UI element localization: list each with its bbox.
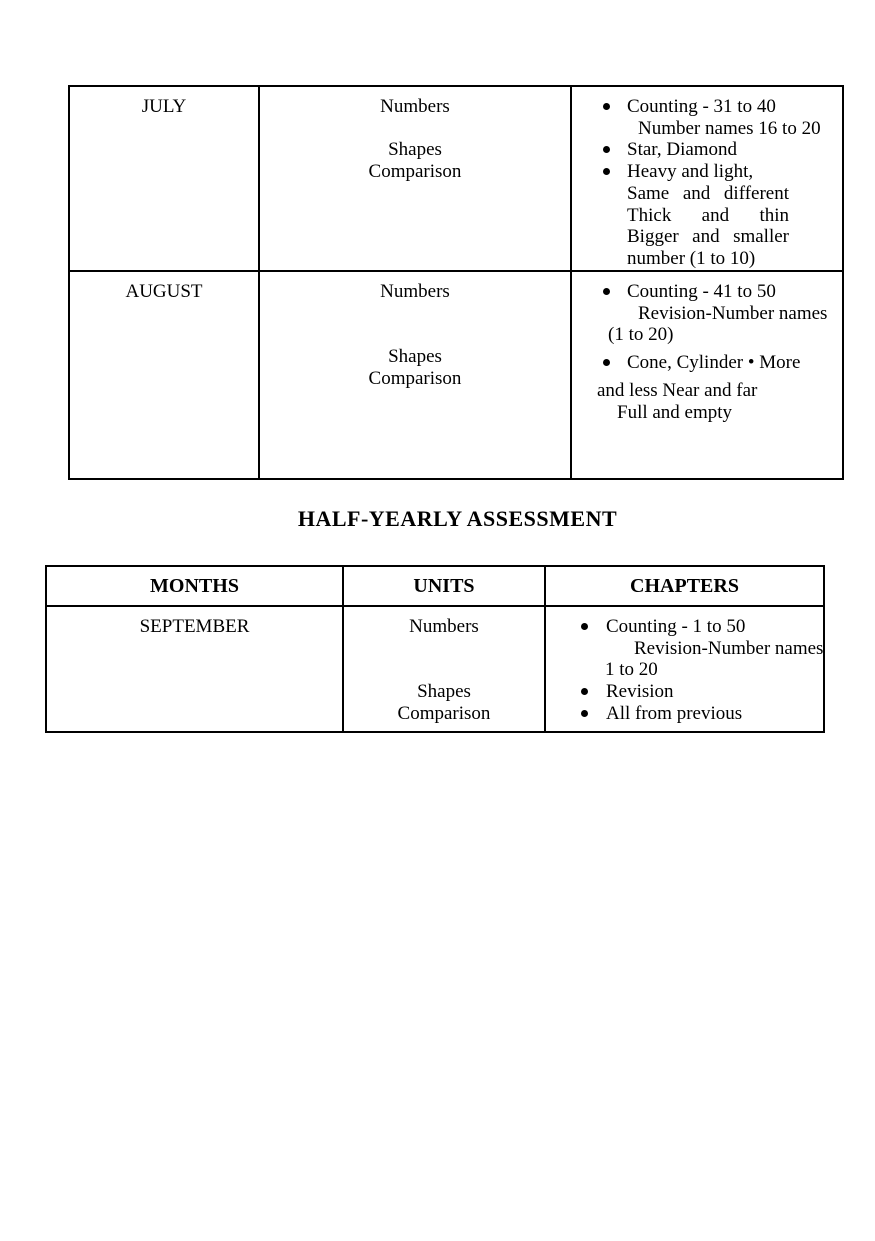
chapter-line bbox=[546, 681, 823, 703]
chapter-line bbox=[572, 402, 842, 424]
chapter-line bbox=[572, 161, 842, 183]
bullet-icon bbox=[581, 710, 588, 717]
chapter-line bbox=[572, 281, 842, 303]
bullet-icon bbox=[603, 168, 610, 175]
unit-spacer bbox=[344, 638, 544, 660]
chapter-line bbox=[572, 118, 842, 140]
september-units-cell bbox=[342, 605, 544, 731]
chapter-line-text: Full and empty bbox=[617, 401, 733, 423]
chapter-line-text: Star, Diamond bbox=[627, 139, 738, 161]
chapter-line bbox=[572, 248, 842, 270]
chapter-line-text: Revision bbox=[606, 681, 674, 703]
bullet-icon bbox=[581, 688, 588, 695]
chapter-line-text: Revision-Number names bbox=[638, 302, 828, 324]
chapter-line-text: number (1 to 10) bbox=[627, 247, 756, 269]
chapter-line bbox=[546, 638, 823, 660]
unit-label: Numbers bbox=[409, 616, 479, 637]
july-month-cell bbox=[70, 87, 258, 270]
chapter-line-text: Same and different bbox=[627, 182, 789, 204]
unit-label: Shapes bbox=[388, 139, 442, 161]
chapter-line-text: 1 to 20 bbox=[605, 659, 658, 681]
unit-label: Shapes bbox=[417, 681, 471, 703]
bullet-icon bbox=[603, 288, 610, 295]
unit-spacer bbox=[260, 324, 570, 346]
chapter-line-text: Cone, Cylinder • More bbox=[627, 352, 801, 374]
july-chapters-cell bbox=[570, 87, 842, 270]
september-chapters-cell bbox=[544, 605, 823, 731]
unit-label: Numbers bbox=[380, 281, 450, 302]
chapter-line bbox=[572, 226, 789, 248]
chapter-line-text: (1 to 20) bbox=[608, 324, 674, 346]
chapter-line bbox=[572, 205, 789, 227]
bullet-icon bbox=[603, 359, 610, 366]
month-label: AUGUST bbox=[125, 281, 203, 302]
chapter-line bbox=[546, 703, 823, 725]
chapter-line bbox=[572, 324, 842, 346]
chapter-line bbox=[572, 380, 842, 402]
chapter-line-text: Counting - 31 to 40 bbox=[627, 96, 776, 117]
column-header-months: MONTHS bbox=[150, 575, 239, 597]
chapter-line bbox=[572, 352, 842, 374]
chapter-line bbox=[572, 96, 842, 118]
month-label: SEPTEMBER bbox=[139, 616, 250, 637]
chapter-line-text: Counting - 1 to 50 bbox=[606, 616, 746, 637]
july-units-cell bbox=[258, 87, 570, 270]
unit-spacer bbox=[260, 118, 570, 140]
chapter-line bbox=[572, 139, 842, 161]
unit-label: Comparison bbox=[368, 367, 462, 389]
chapter-line-text: and less Near and far bbox=[597, 379, 758, 401]
chapter-line-text: Counting - 41 to 50 bbox=[627, 281, 776, 302]
bullet-icon bbox=[603, 146, 610, 153]
unit-spacer bbox=[344, 659, 544, 681]
unit-label: Comparison bbox=[368, 161, 462, 183]
unit-label: Numbers bbox=[380, 96, 450, 117]
chapter-line-text: Number names 16 to 20 bbox=[638, 117, 821, 139]
chapter-line bbox=[572, 183, 789, 205]
unit-label: Shapes bbox=[388, 346, 442, 368]
chapter-line-text: Bigger and smaller bbox=[627, 226, 789, 248]
chapter-line bbox=[546, 616, 823, 638]
august-units-cell bbox=[258, 270, 570, 478]
august-month-cell bbox=[70, 270, 258, 478]
syllabus-table bbox=[68, 85, 844, 480]
chapter-line-text: All from previous bbox=[606, 702, 743, 724]
chapter-line bbox=[546, 659, 823, 681]
column-header-chapters: CHAPTERS bbox=[544, 567, 823, 605]
chapter-line-text: Revision-Number names bbox=[634, 637, 824, 659]
chapter-line-text: Heavy and light, bbox=[627, 161, 754, 183]
september-month-cell bbox=[47, 605, 342, 731]
unit-spacer bbox=[260, 303, 570, 325]
august-chapters-cell bbox=[570, 270, 842, 478]
column-header-units: UNITS bbox=[342, 567, 544, 605]
assessment-table bbox=[45, 565, 825, 733]
chapter-line bbox=[572, 303, 842, 325]
month-label: JULY bbox=[141, 96, 187, 117]
chapter-line-text: Thick and thin bbox=[627, 204, 789, 226]
section-heading: HALF-YEARLY ASSESSMENT bbox=[297, 506, 618, 531]
bullet-icon bbox=[581, 623, 588, 630]
unit-label: Comparison bbox=[397, 702, 491, 724]
bullet-icon bbox=[603, 103, 610, 110]
